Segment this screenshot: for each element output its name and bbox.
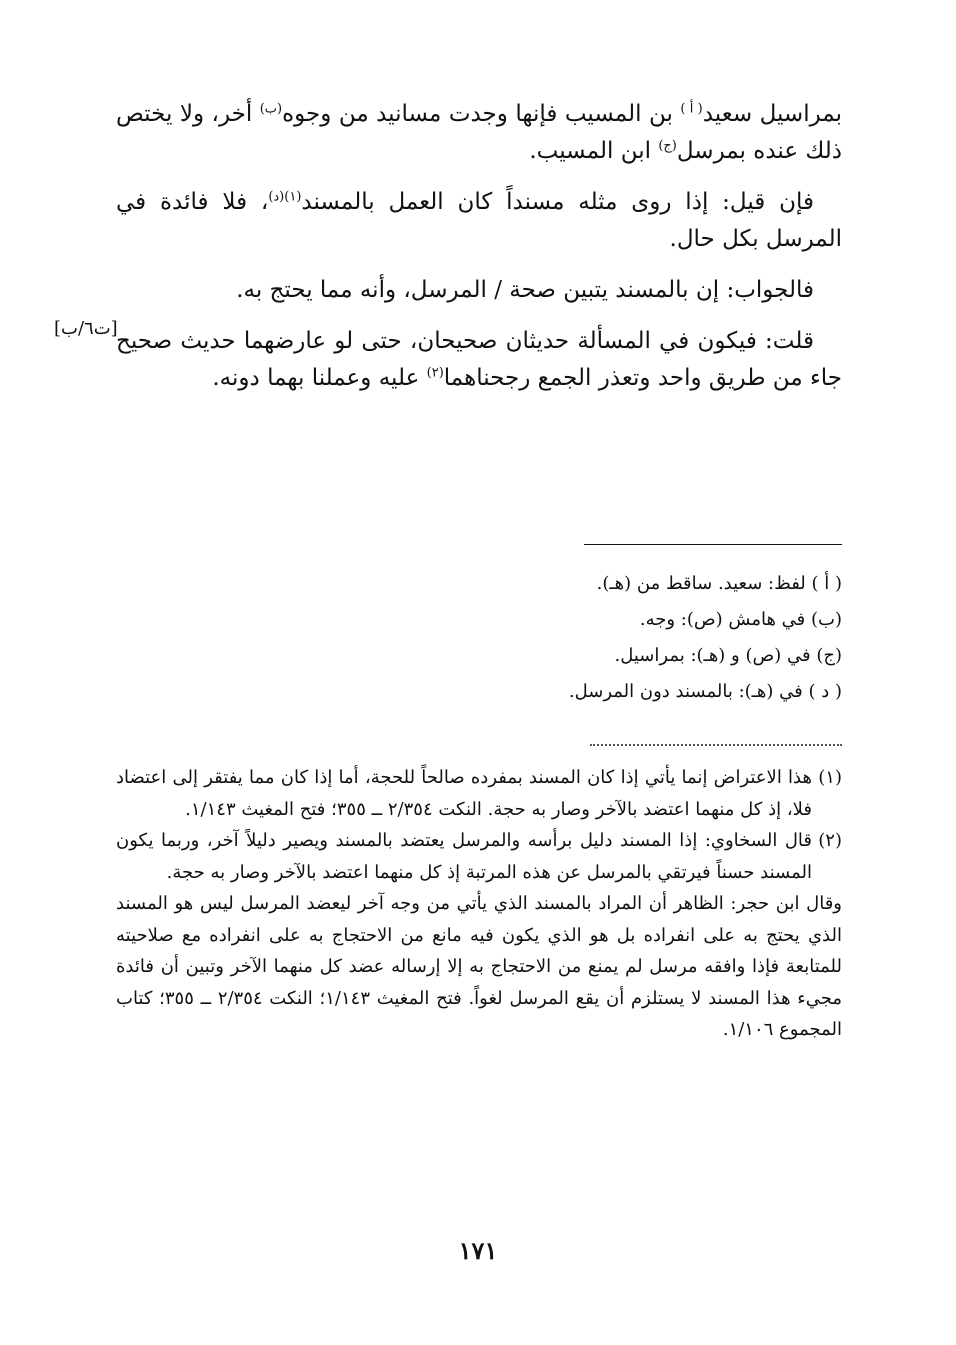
footnote-separator [584,544,842,545]
text-run: عليه وعملنا بهما دونه. [212,365,427,391]
text-run: بن المسيب فإنها وجدت مسانيد من وجوه [282,101,681,127]
paragraph-3: فالجواب: إن بالمسند يتبين صحة / المرسل، وأنه مما يحتج به. [236,277,814,303]
footnote-text: هذا الاعتراض إنما يأتي إذا كان المسند بمفرده صالحاً للحجة، أما إذا كان مما يفتقر إلى اعتضاد فلا، إذ كل منهما اعتضد بالآخر وصار به حجة. النكت ٢/٣٥٤ ــ ٣٥٥؛ فتح المغيث ١/١٤٣. [116,767,812,820]
footnote-number: (١) [818,767,842,788]
text-run: أخر، ولا يختص ذلك عنده بمرسل [116,101,842,164]
text-run: بمراسيل سعيد [702,101,842,127]
variant-marker: (ب) [259,101,283,117]
variant-readings [116,566,842,710]
footnote-marker: (٢) [426,365,444,381]
text-run: قلت: فيكون في المسألة حديثان صحيحان، حتى لو عارضهما حديث صحيح جاء من طريق واحد وتعذر الجمع رجحناهما [116,328,842,391]
manuscript-folio-marker: [ت٦/ب] [54,318,118,339]
footnote-2-continuation: وقال ابن حجر: الظاهر أن المراد بالمسند الذي يأتي من وجه آخر ليعضد المرسل ليس هو المسند الذي يحتج به على انفراده بل هو الذي يكون فيه مانع من الاحتجاج به على انفراده مع صلاحيته للمتابعة فإذا وافقه مرسل لم يمنع من الاحتجاج به إلا إرساله عضد كل منهما الآخر وتبين أن فائدة مجيء هذا المسند لا يستلزم أن يقع المرسل لغواً. فتح المغيث ١/١٤٣؛ النكت ٢/٣٥٤ ــ ٣٥٥؛ كتاب المجموع ١/١٠٦. [116,893,842,1040]
variant-marker: (د) [268,189,285,205]
paragraph-1 [116,96,842,170]
footnote-marker: (١) [284,189,302,205]
variant-marker: (ج) [658,138,677,154]
dotted-separator [590,744,842,746]
text-run: فإن قيل: إذا روى مثله مسنداً كان العمل بالمسند [301,189,814,215]
main-text [116,96,842,411]
footnote-number: (٢) [818,830,842,851]
text-run: ، فلا فائدة في المرسل بكل حال. [116,189,842,252]
footnotes [116,762,842,1046]
page-number: ١٧١ [458,1236,498,1265]
variant-item: (ج) في (ص) و (هـ): بمراسيل. [614,645,842,666]
paragraph-2 [116,184,842,258]
variant-marker: ( أ ) [680,101,703,117]
variant-item: (ب) في هامش (ص): وجه. [639,609,842,630]
footnote-1 [116,762,842,825]
paragraph-4 [116,323,842,397]
variant-item: ( د ) في (هـ): بالمسند دون المرسل. [568,681,842,702]
variant-item: ( أ ) لفظ: سعيد. ساقط من (هـ). [596,573,842,594]
footnote-2 [116,825,842,888]
footnote-text: قال السخاوي: إذا المسند دليل برأسه والمرسل يعتضد بالمسند ويصير دليلاً آخر، وربما يكون المسند حسناً فيرتقي بالمرسل عن هذه المرتبة إذ كل منهما اعتضد بالآخر وصار به حجة. [116,830,812,883]
text-run: ابن المسيب. [529,138,659,164]
